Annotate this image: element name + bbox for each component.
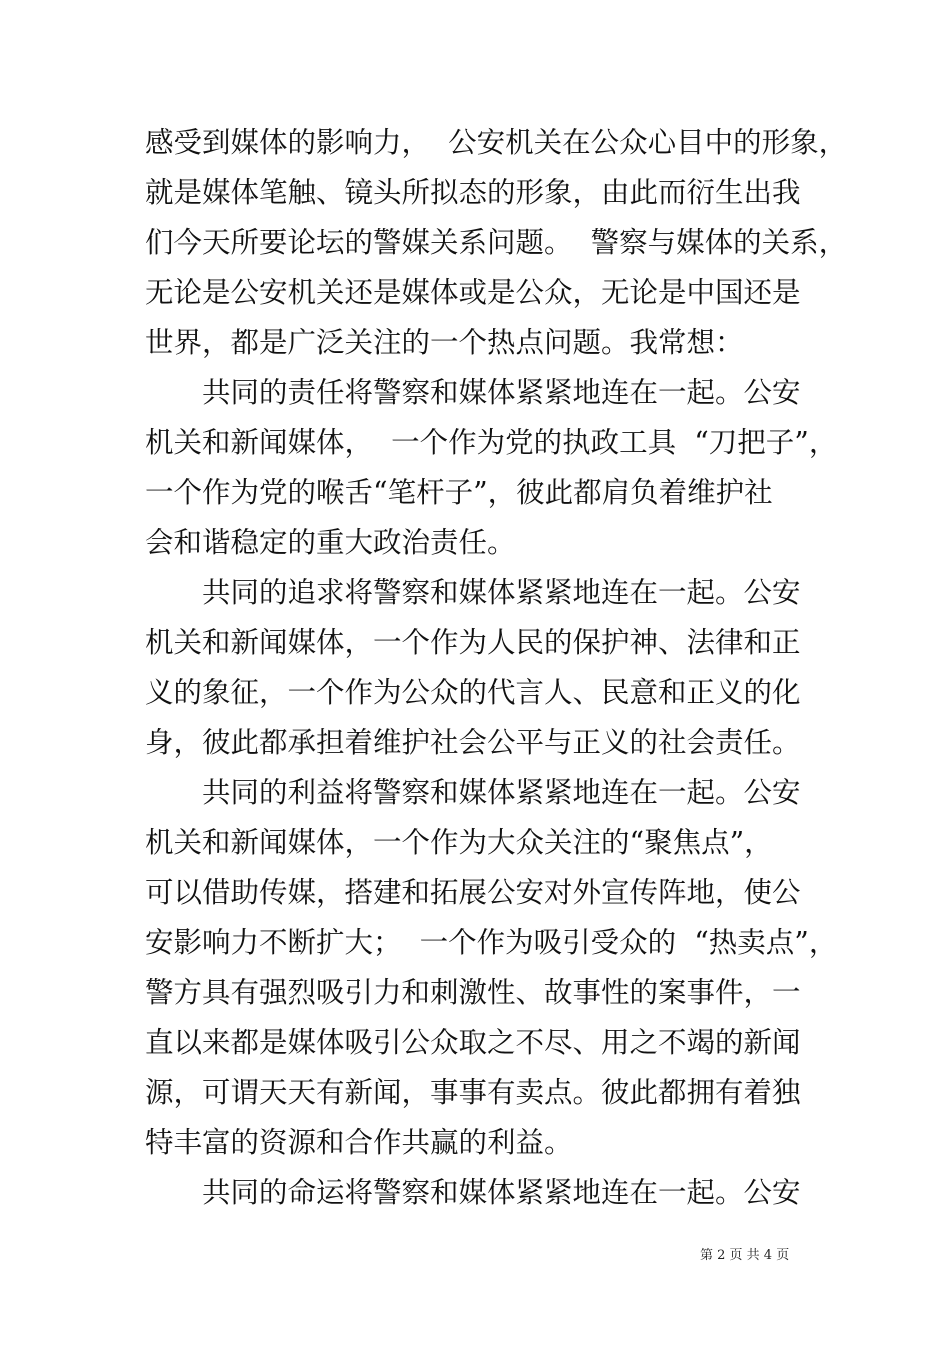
text-line: 们今天所要论坛的警媒关系问题。 警察与媒体的关系， [145,226,848,259]
text-line: 机关和新闻媒体， 一个作为党的执政工具 “刀把子”， [145,426,838,459]
text-line: 直以来都是媒体吸引公众取之不尽、用之不竭的新闻 [145,1026,801,1059]
text-line: 共同的命运将警察和媒体紧紧地连在一起。公安 [202,1176,801,1209]
text-line: 会和谐稳定的重大政治责任。 [145,526,516,559]
text-line: 机关和新闻媒体，一个作为人民的保护神、法律和正 [145,626,801,659]
text-line: 安影响力不断扩大； 一个作为吸引受众的 “热卖点”， [145,926,838,959]
text-line: 机关和新闻媒体，一个作为大众关注的“聚焦点”， [145,826,773,859]
text-line: 一个作为党的喉舌“笔杆子”，彼此都肩负着维护社 [145,476,773,509]
text-line: 共同的利益将警察和媒体紧紧地连在一起。公安 [202,776,801,809]
text-line: 身，彼此都承担着维护社会公平与正义的社会责任。 [145,726,801,759]
text-line: 特丰富的资源和合作共赢的利益。 [145,1126,573,1159]
text-line: 无论是公安机关还是媒体或是公众，无论是中国还是 [145,276,801,309]
page-number-footer: 第 2 页 共 4 页 [700,1248,790,1263]
text-line: 世界，都是广泛关注的一个热点问题。我常想： [145,326,744,359]
text-line: 可以借助传媒，搭建和拓展公安对外宣传阵地，使公 [145,876,801,909]
text-line: 共同的追求将警察和媒体紧紧地连在一起。公安 [202,576,801,609]
text-line: 义的象征，一个作为公众的代言人、民意和正义的化 [145,676,801,709]
text-line: 警方具有强烈吸引力和刺激性、故事性的案事件，一 [145,976,801,1009]
text-line: 就是媒体笔触、镜头所拟态的形象，由此而衍生出我 [145,176,801,209]
text-line: 源，可谓天天有新闻，事事有卖点。彼此都拥有着独 [145,1076,801,1109]
text-line: 共同的责任将警察和媒体紧紧地连在一起。公安 [202,376,801,409]
text-line: 感受到媒体的影响力， 公安机关在公众心目中的形象， [145,126,848,159]
